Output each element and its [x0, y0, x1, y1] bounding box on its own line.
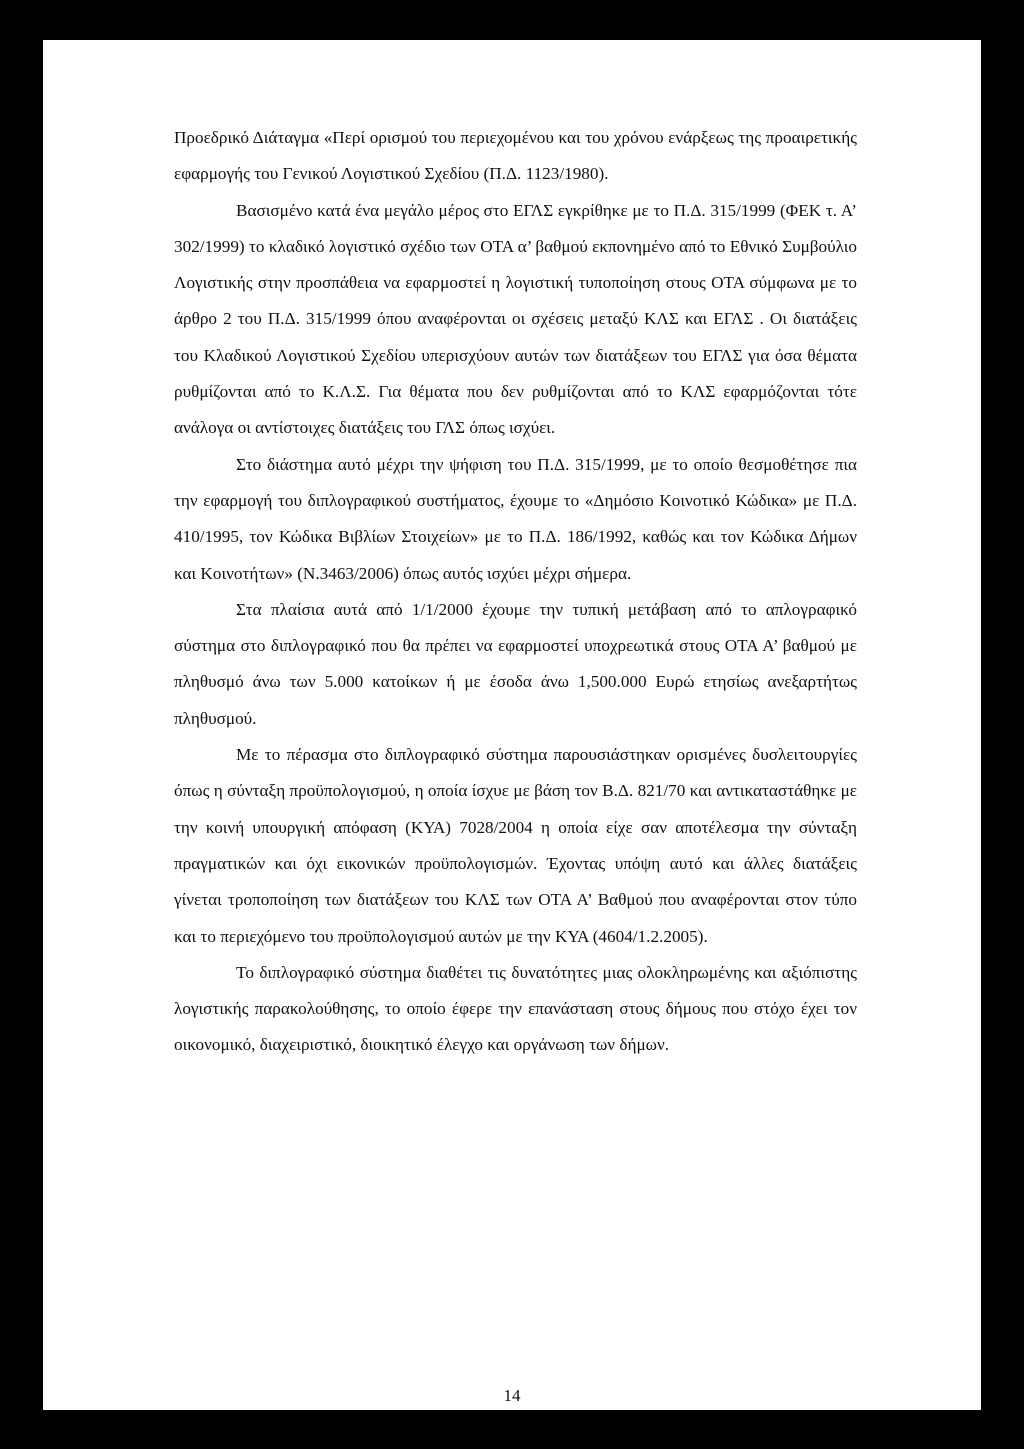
- paragraph-2: Βασισμένο κατά ένα μεγάλο μέρος στο ΕΓΛΣ εγκρίθηκε με το Π.Δ. 315/1999 (ΦΕΚ τ. Α’ 302/1999) το κλαδικό λογιστικό σχέδιο των ΟΤΑ α’ βαθμού εκπονημένο από το Εθνικό Συμβούλιο Λογιστικής στην προσπάθεια να εφαρμοστεί η λογιστική τυποποίηση στους ΟΤΑ σύμφωνα με το άρθρο 2 του Π.Δ. 315/1999 όπου αναφέρονται οι σχέσεις μεταξύ ΚΛΣ και ΕΓΛΣ . Οι διατάξεις του Κλαδικού Λογιστικού Σχεδίου υπερισχύουν αυτών των διατάξεων του ΕΓΛΣ για όσα θέματα ρυθμίζονται από το Κ.Λ.Σ. Για θέματα που δεν ρυθμίζονται από το ΚΛΣ εφαρμόζονται τότε ανάλογα οι αντίστοιχες διατάξεις του ΓΛΣ όπως ισχύει.: [174, 200, 857, 438]
- page-number: 14: [503, 1386, 521, 1405]
- paragraph-3: Στο διάστημα αυτό μέχρι την ψήφιση του Π.Δ. 315/1999, με το οποίο θεσμοθέτησε πια την εφαρμογή του διπλογραφικού συστήματος, έχουμε το «Δημόσιο Κοινοτικό Κώδικα» με Π.Δ. 410/1995, τον Κώδικα Βιβλίων Στοιχείων» με το Π.Δ. 186/1992, καθώς και τον Κώδικα Δήμων και Κοινοτήτων» (Ν.3463/2006) όπως αυτός ισχύει μέχρι σήμερα.: [174, 454, 857, 583]
- paragraph-6: Το διπλογραφικό σύστημα διαθέτει τις δυνατότητες μιας ολοκληρωμένης και αξιόπιστης λογιστικής παρακολούθησης, το οποίο έφερε την επανάσταση στους δήμους που στόχο έχει τον οικονομικό, διαχειριστικό, διοικητικό έλεγχο και οργάνωση των δήμων.: [174, 962, 857, 1055]
- body-text: [174, 120, 857, 1064]
- paragraph-1: Προεδρικό Διάταγμα «Περί ορισμού του περιεχομένου και του χρόνου ενάρξεως της προαιρετικής εφαρμογής του Γενικού Λογιστικού Σχεδίου (Π.Δ. 1123/1980).: [174, 128, 857, 184]
- paragraph-5: Με το πέρασμα στο διπλογραφικό σύστημα παρουσιάστηκαν ορισμένες δυσλειτουργίες όπως η σύνταξη προϋπολογισμού, η οποία ίσχυε με βάση τον Β.Δ. 821/70 και αντικαταστάθηκε με την κοινή υπουργική απόφαση (ΚΥΑ) 7028/2004 η οποία είχε σαν αποτέλεσμα την σύνταξη πραγματικών και όχι εικονικών προϋπολογισμών. Έχοντας υπόψη αυτό και άλλες διατάξεις γίνεται τροποποίηση των διατάξεων του ΚΛΣ των ΟΤΑ Α’ Βαθμού που αναφέρονται στον τύπο και το περιεχόμενο του προϋπολογισμού αυτών με την ΚΥΑ (4604/1.2.2005).: [174, 745, 857, 946]
- paragraph-4: Στα πλαίσια αυτά από 1/1/2000 έχουμε την τυπική μετάβαση από το απλογραφικό σύστημα στο διπλογραφικό που θα πρέπει να εφαρμοστεί υποχρεωτικά στους ΟΤΑ Α’ βαθμού με πληθυσμό άνω των 5.000 κατοίκων ή με έσοδα άνω 1,500.000 Ευρώ ετησίως ανεξαρτήτως πληθυσμού.: [174, 599, 857, 728]
